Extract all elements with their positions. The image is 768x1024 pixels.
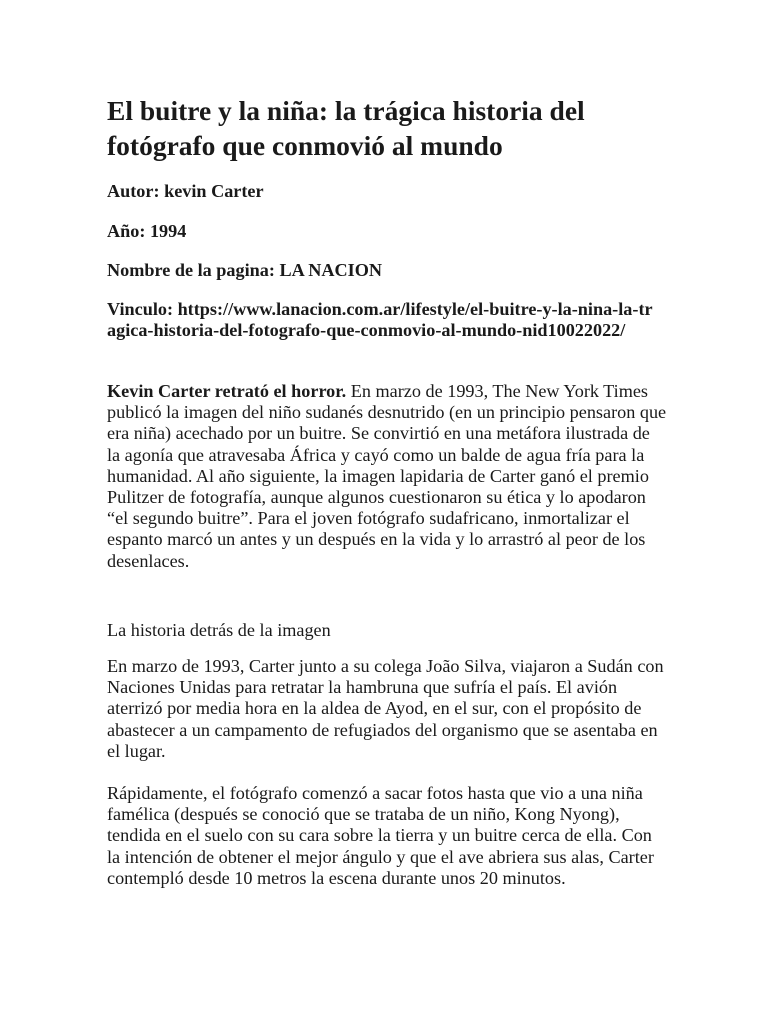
intro-paragraph — [107, 381, 667, 572]
intro-body: En marzo de 1993, The New York Times publicó la imagen del niño sudanés desnutrido (en un principio pensaron que era niña) acechado por un buitre. Se convirtió en una metáfora ilustrada de la agonía que atravesaba África y cayó como un balde de agua fría para la humanidad. Al año siguiente, la imagen lapidaria de Carter ganó el premio Pulitzer de fotografía, aunque algunos cuestionaron su ética y lo apodaron “el segundo buitre”. Para el joven fotógrafo sudafricano, inmortalizar el espanto marcó un antes y un después en la vida y lo arrastró al peor de los desenlaces. — [107, 381, 667, 571]
year-line: Año: 1994 — [107, 221, 187, 241]
body-paragraph-2: En marzo de 1993, Carter junto a su colega João Silva, viajaron a Sudán con Naciones Unidas para retratar la hambruna que sufría el país. El avión aterrizó por media hora en la aldea de Ayod, en el sur, con el propósito de abastecer a un campamento de refugiados del organismo que se asentaba en el lugar. — [107, 656, 664, 761]
section-heading: La historia detrás de la imagen — [107, 620, 331, 640]
link-line: Vinculo: https://www.lanacion.com.ar/lifestyle/el-buitre-y-la-nina-la-tragica-historia-del-fotografo-que-conmovio-al-mundo-nid10022022/ — [107, 299, 653, 340]
article-title: El buitre y la niña: la trágica historia del fotógrafo que conmovió al mundo — [107, 95, 585, 161]
author-line: Autor: kevin Carter — [107, 181, 264, 201]
site-name-line: Nombre de la pagina: LA NACION — [107, 260, 383, 280]
body-paragraph-3: Rápidamente, el fotógrafo comenzó a sacar fotos hasta que vio a una niña famélica (después se conoció que se trataba de un niño, Kong Nyong), tendida en el suelo con su cara sobre la tierra y un buitre cerca de ella. Con la intención de obtener el mejor ángulo y que el ave abriera sus alas, Carter contempló desde 10 metros la escena durante unos 20 minutos. — [107, 783, 654, 888]
intro-lead: Kevin Carter retrató el horror. — [107, 381, 347, 401]
